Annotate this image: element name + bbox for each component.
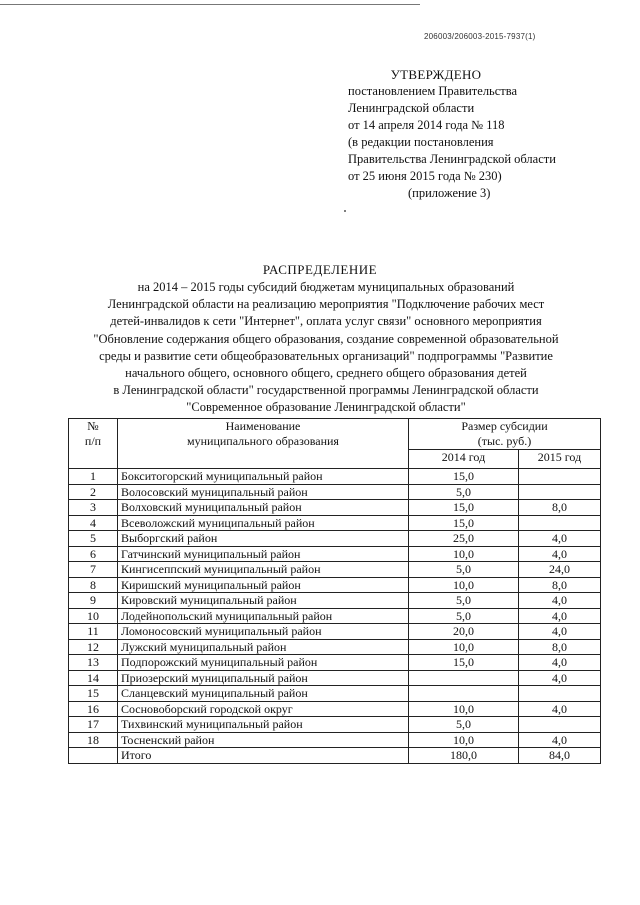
value-2015-cell: 8,0	[519, 639, 601, 655]
row-number-cell: 8	[69, 577, 118, 593]
row-number-cell: 6	[69, 546, 118, 562]
row-number-cell: 4	[69, 515, 118, 531]
value-2015-cell: 4,0	[519, 624, 601, 640]
municipality-name-cell: Гатчинский муниципальный район	[118, 546, 409, 562]
scan-speck	[344, 210, 346, 212]
approval-line: Ленинградской области	[348, 101, 475, 115]
table-row	[69, 717, 601, 733]
value-2015-cell	[519, 717, 601, 733]
row-number-cell: 12	[69, 639, 118, 655]
value-2014-cell: 10,0	[409, 701, 519, 717]
value-2015-cell: 84,0	[519, 748, 601, 764]
header-size-line: (тыс. руб.)	[477, 434, 532, 448]
table-row	[69, 686, 601, 702]
value-2015-cell	[519, 686, 601, 702]
value-2015-cell: 24,0	[519, 562, 601, 578]
municipality-name-cell: Выборгский район	[118, 531, 409, 547]
municipality-name-cell: Бокситогорский муниципальный район	[118, 469, 409, 485]
value-2014-cell: 5,0	[409, 608, 519, 624]
subtitle-line: Ленинградской области на реализацию мероприятия "Подключение рабочих мест	[107, 297, 545, 312]
value-2015-cell: 4,0	[519, 732, 601, 748]
row-number-cell: 3	[69, 500, 118, 516]
approval-line: (в редакции постановления	[348, 135, 494, 149]
municipality-name-cell: Кингисеппский муниципальный район	[118, 562, 409, 578]
municipality-name-cell: Итого	[118, 748, 409, 764]
municipality-name-cell: Ломоносовский муниципальный район	[118, 624, 409, 640]
header-name-line: муниципального образования	[187, 434, 339, 448]
document-subtitle	[56, 279, 596, 417]
municipality-name-cell: Всеволожский муниципальный район	[118, 515, 409, 531]
value-2014-cell: 15,0	[409, 515, 519, 531]
value-2015-cell: 8,0	[519, 577, 601, 593]
value-2015-cell	[519, 469, 601, 485]
value-2014-cell: 15,0	[409, 469, 519, 485]
row-number-cell: 18	[69, 732, 118, 748]
header-name-line: Наименование	[225, 419, 301, 433]
value-2015-cell: 4,0	[519, 670, 601, 686]
value-2014-cell: 5,0	[409, 562, 519, 578]
row-number-cell: 17	[69, 717, 118, 733]
approval-line: постановлением Правительства	[348, 84, 518, 98]
municipality-name-cell: Лодейнопольский муниципальный район	[118, 608, 409, 624]
value-2014-cell: 180,0	[409, 748, 519, 764]
table-row	[69, 484, 601, 500]
table-row	[69, 624, 601, 640]
approval-line: от 14 апреля 2014 года № 118	[348, 118, 505, 132]
table-row	[69, 670, 601, 686]
subtitle-line: начального общего, основного общего, среднего общего образования детей	[125, 366, 527, 381]
table-row	[69, 701, 601, 717]
value-2015-cell	[519, 484, 601, 500]
value-2014-cell: 15,0	[409, 500, 519, 516]
table-row	[69, 655, 601, 671]
value-2014-cell: 5,0	[409, 717, 519, 733]
municipality-name-cell: Киришский муниципальный район	[118, 577, 409, 593]
header-num-cell	[69, 419, 118, 469]
value-2014-cell: 5,0	[409, 593, 519, 609]
value-2015-cell: 4,0	[519, 531, 601, 547]
header-num-abbr: п/п	[84, 434, 102, 448]
value-2014-cell: 10,0	[409, 732, 519, 748]
table-row	[69, 732, 601, 748]
subtitle-line: "Обновление содержания общего образования, создание современной образовательной	[93, 331, 559, 346]
municipality-name-cell: Сосновоборский городской округ	[118, 701, 409, 717]
municipality-name-cell: Тосненский район	[118, 732, 409, 748]
municipality-name-cell: Тихвинский муниципальный район	[118, 717, 409, 733]
value-2014-cell: 10,0	[409, 639, 519, 655]
value-2015-cell: 4,0	[519, 546, 601, 562]
header-size-line: Размер субсидии	[461, 419, 548, 433]
approval-heading: УТВЕРЖДЕНО	[390, 67, 482, 82]
document-title: РАСПРЕДЕЛЕНИЕ	[262, 262, 378, 277]
value-2014-cell	[409, 670, 519, 686]
row-number-cell: 10	[69, 608, 118, 624]
row-number-cell: 16	[69, 701, 118, 717]
table-total-row	[69, 748, 601, 764]
subtitle-line: на 2014 – 2015 годы субсидий бюджетам муниципальных образований	[137, 280, 515, 294]
approval-block	[348, 66, 556, 202]
subtitle-line: среды и развитие сети общеобразовательных организаций" подпрограммы "Развитие	[99, 348, 553, 363]
table-row	[69, 469, 601, 485]
value-2014-cell: 10,0	[409, 546, 519, 562]
header-name-cell	[118, 419, 409, 469]
table-row	[69, 515, 601, 531]
value-2015-cell: 4,0	[519, 655, 601, 671]
value-2015-cell: 4,0	[519, 701, 601, 717]
municipality-name-cell: Приозерский муниципальный район	[118, 670, 409, 686]
row-number-cell: 2	[69, 484, 118, 500]
value-2014-cell: 10,0	[409, 577, 519, 593]
subtitle-line: в Ленинградской области" государственной программы Ленинградской области	[113, 383, 539, 398]
top-rule	[0, 4, 420, 5]
municipality-name-cell: Подпорожский муниципальный район	[118, 655, 409, 671]
table-row	[69, 577, 601, 593]
municipality-name-cell: Лужский муниципальный район	[118, 639, 409, 655]
subsidy-table	[68, 418, 601, 764]
value-2014-cell: 25,0	[409, 531, 519, 547]
row-number-cell: 14	[69, 670, 118, 686]
subtitle-line: "Современное образование Ленинградской области"	[186, 400, 466, 415]
value-2015-cell: 8,0	[519, 500, 601, 516]
table-row	[69, 593, 601, 609]
value-2014-cell	[409, 686, 519, 702]
municipality-name-cell: Волховский муниципальный район	[118, 500, 409, 516]
value-2015-cell	[519, 515, 601, 531]
appendix-label: (приложение 3)	[408, 186, 491, 200]
table-header-row	[69, 419, 601, 450]
table-row	[69, 608, 601, 624]
value-2014-cell: 20,0	[409, 624, 519, 640]
value-2014-cell: 15,0	[409, 655, 519, 671]
row-number-cell: 15	[69, 686, 118, 702]
approval-line: от 25 июня 2015 года № 230)	[348, 169, 502, 183]
row-number-cell: 13	[69, 655, 118, 671]
table-row	[69, 500, 601, 516]
table-row	[69, 531, 601, 547]
subtitle-line: детей-инвалидов к сети "Интернет", оплата услуг связи" основного мероприятия	[110, 314, 542, 329]
row-number-cell: 5	[69, 531, 118, 547]
table-row	[69, 546, 601, 562]
municipality-name-cell: Сланцевский муниципальный район	[118, 686, 409, 702]
row-number-cell: 7	[69, 562, 118, 578]
row-number-cell: 11	[69, 624, 118, 640]
approval-line: Правительства Ленинградской области	[348, 152, 556, 166]
row-number-cell: 1	[69, 469, 118, 485]
header-year-2014: 2014 год	[409, 450, 519, 469]
value-2015-cell: 4,0	[519, 593, 601, 609]
value-2015-cell: 4,0	[519, 608, 601, 624]
table-row	[69, 562, 601, 578]
municipality-name-cell: Кировский муниципальный район	[118, 593, 409, 609]
municipality-name-cell: Волосовский муниципальный район	[118, 484, 409, 500]
table-row	[69, 639, 601, 655]
header-num-symbol: №	[87, 419, 99, 433]
document-id: 206003/206003-2015-7937(1)	[424, 32, 536, 41]
row-number-cell: 9	[69, 593, 118, 609]
row-number-cell	[69, 748, 118, 764]
header-size-cell	[409, 419, 601, 450]
value-2014-cell: 5,0	[409, 484, 519, 500]
header-year-2015: 2015 год	[519, 450, 601, 469]
